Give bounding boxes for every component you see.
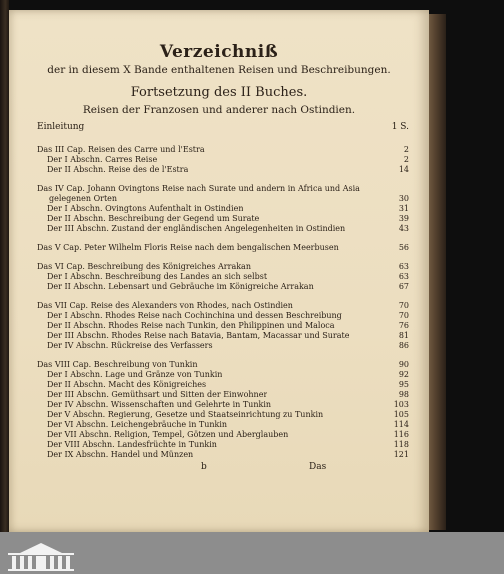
toc-entry-title: Der II Abschn. Rhodes Reise nach Tunkin, den Philippinen und Maloca	[47, 321, 335, 330]
toc-entry-page: 30	[398, 194, 409, 203]
toc-entry-title: Der VIII Abschn. Landesfrüchte in Tunkin	[47, 440, 217, 449]
toc-entry-title: Der IV Abschn. Wissenschaften und Gelehrte in Tunkin	[47, 400, 272, 409]
toc-entry-page: 121	[393, 450, 409, 459]
toc-entry-title: Das VII Cap. Reise des Alexanders von Rhodes, nach Ostindien	[37, 301, 293, 310]
toc-entry	[37, 340, 409, 351]
toc-entry-title: Der III Abschn. Zustand der engländischen Angelegenheiten in Ostindien	[47, 224, 346, 233]
toc-entry-title: Der II Abschn. Beschreibung der Gegend um Surate	[47, 214, 260, 223]
toc-entry-page: 70	[398, 311, 409, 320]
toc-entry	[37, 223, 409, 234]
toc-entry-page: 118	[393, 440, 409, 449]
toc-entry-title: Der V Abschn. Regierung, Gesetze und Staatseinrichtung zu Tunkin	[47, 410, 324, 419]
page-edge	[426, 14, 446, 530]
toc-entry-title: Das VI Cap. Beschreibung des Königreiches Arrakan	[37, 262, 251, 271]
document-page	[9, 10, 429, 532]
toc-entry-page: 1 S.	[391, 122, 409, 132]
toc-entry-page: 2	[403, 155, 409, 164]
toc-entry-page: 86	[398, 341, 409, 350]
toc-entry-title: Der II Abschn. Lebensart und Gebräuche im Königreiche Arrakan	[47, 282, 314, 291]
toc-entry-title: Der I Abschn. Beschreibung des Landes an sich selbst	[47, 272, 268, 281]
library-building-icon	[6, 541, 76, 571]
toc-entry-title: Das VIII Cap. Beschreibung von Tunkin	[37, 360, 198, 369]
toc-entry-title: Der VII Abschn. Religion, Tempel, Götzen und Aberglauben	[47, 430, 289, 439]
toc-entry-page: 70	[398, 301, 409, 310]
toc-entry-page: 105	[393, 410, 409, 419]
toc-entry-title: Der II Abschn. Reise des de l'Estra	[47, 165, 189, 174]
toc-entry	[37, 242, 409, 253]
toc-entry-page: 63	[398, 272, 409, 281]
toc-entry-title: Der III Abschn. Rhodes Reise nach Batavia, Bantam, Macassar und Surate	[47, 331, 350, 340]
toc-entry-page: 81	[398, 331, 409, 340]
toc-entry-title: Einleitung	[37, 122, 85, 132]
toc-entry-page: 39	[398, 214, 409, 223]
toc-entry-title: Der I Abschn. Rhodes Reise nach Cochinchina und dessen Beschreibung	[47, 311, 342, 320]
toc-entry-title: Der IV Abschn. Rückreise des Verfassers	[47, 341, 213, 350]
toc-entry-page: 103	[393, 400, 409, 409]
toc-entry-page: 95	[398, 380, 409, 389]
toc-entry-title: Der I Abschn. Ovingtons Aufenthalt in Ostindien	[47, 204, 244, 213]
toc-entry-page: 2	[403, 145, 409, 154]
toc-entry-title: Der VI Abschn. Leichengebräuche in Tunkin	[47, 420, 228, 429]
signature-mark: b	[201, 462, 207, 472]
section-heading: Fortsetzung des II Buches.	[130, 85, 308, 100]
toc-entry-title: Der IX Abschn. Handel und Münzen	[47, 450, 194, 459]
toc-entry-title: Das III Cap. Reisen des Carre und l'Estra	[37, 145, 205, 154]
toc-entry-title: Der I Abschn. Carres Reise	[47, 155, 158, 164]
toc-entry-title: Der III Abschn. Gemüthsart und Sitten der Einwohner	[47, 390, 268, 399]
toc-entry-title: Das V Cap. Peter Wilhelm Floris Reise nach dem bengalischen Meerbusen	[37, 243, 339, 252]
page-title: Verzeichniß	[159, 42, 279, 62]
toc-entry	[37, 164, 409, 175]
toc-entry-page: 67	[398, 282, 409, 291]
toc-entry-page: 98	[398, 390, 409, 399]
toc-entry-page: 90	[398, 360, 409, 369]
toc-entry-page: 114	[393, 420, 409, 429]
page-subtitle: der in diesem X Bande enthaltenen Reisen und Beschreibungen.	[47, 64, 391, 76]
toc-entry-page: 76	[398, 321, 409, 330]
toc-entry-page: 63	[398, 262, 409, 271]
book-spine	[0, 0, 9, 532]
toc-entry-page: 31	[398, 204, 409, 213]
catchword: Das	[309, 462, 327, 472]
toc-entry-page: 14	[398, 165, 409, 174]
toc-entry-page: 43	[398, 224, 409, 233]
toc-entry-title: gelegenen Orten	[49, 194, 118, 203]
toc-entry-page: 116	[393, 430, 409, 439]
toc-entry	[37, 449, 409, 460]
toc-entry-page: 56	[398, 243, 409, 252]
toc-entry	[37, 122, 409, 133]
toc-entry-title: Das IV Cap. Johann Ovingtons Reise nach Surate und andern in Africa und Asia	[37, 184, 360, 193]
toc-entry-title: Der I Abschn. Lage und Gränze von Tunkin	[47, 370, 223, 379]
subsection-heading: Reisen der Franzosen und anderer nach Ostindien.	[82, 104, 356, 116]
toc-entry-title: Der II Abschn. Macht des Königreiches	[47, 380, 207, 389]
toc-entry	[37, 281, 409, 292]
toc-entry-page: 92	[398, 370, 409, 379]
